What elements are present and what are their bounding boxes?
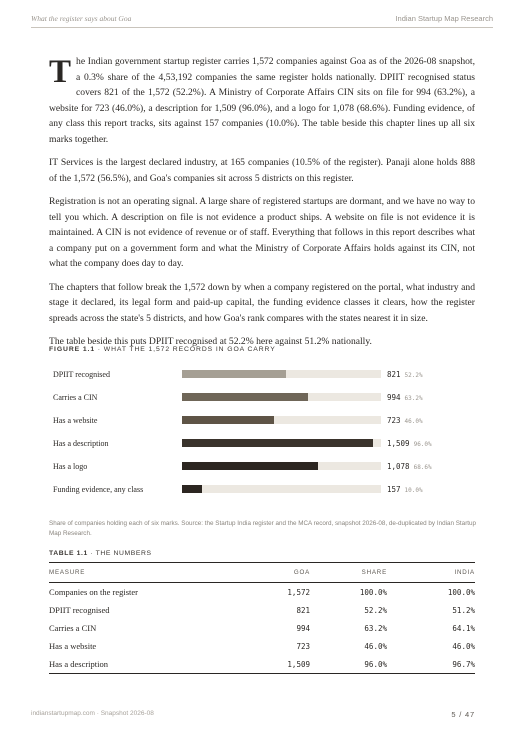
chart-category-label: Has a description [53,439,109,448]
chart-value-label: 157 10.0% [387,485,423,494]
chart-value-label: 723 46.0% [387,416,423,425]
chart-row [49,368,475,382]
chart-value-label: 821 52.2% [387,370,423,379]
cell-share: 100.0% [359,587,387,597]
cell-measure: Companies on the register [49,587,138,597]
chart-bar [182,370,286,378]
figure-title: WHAT THE 1,572 RECORDS IN GOA CARRY [103,346,276,353]
cell-india: 100.0% [447,587,475,597]
cell-share: 52.2% [364,605,387,615]
chart-row [49,391,475,405]
cell-india: 96.7% [387,655,475,674]
cell-india: 64.1% [452,623,475,633]
chart-value-label: 994 63.2% [387,393,423,402]
chart-percent-label: 68.6% [413,464,432,471]
table-row [49,637,475,655]
chart-bar-track [182,393,381,401]
running-header [31,14,493,23]
paragraph-2: IT Services is the largest declared industry, at 165 companies (10.5% of the register). Panaji alone holds 888 of the 1,572 (56.5%), and Goa's companies sit across 5 districts on this register. [49,157,475,184]
column-header-share: SHARE [310,563,387,583]
page-footer [31,710,475,719]
header-publication-name: Indian Startup Map Research [395,14,493,23]
table-row [49,619,475,637]
chart-row [49,414,475,428]
paragraph-1-text: he Indian government startup register carries 1,572 companies against Goa as of the 2026-08 snapshot, a 0.3% share of the 4,53,192 companies the same register holds nationally. DPIIT recognised status covers 821 of the 1,572 (52.2%). A Ministry of Corporate Affairs CIN sits on file for 994 (63.2%), a website for 723 (46.0%), a description for 1,509 (96.0%), and a logo for 1,078 (68.6%). Funding evidence, of any class this report tracks, sits against 157 companies (10.0%). The table beside this chapter lines up all six marks together. [49,56,475,145]
paragraph-5: The table beside this puts DPIIT recognised at 52.2% here against 51.2% nationally. [49,336,372,347]
chart-category-label: Carries a CIN [53,393,98,402]
header-chapter-title: What the register says about Goa [31,14,132,23]
figure-caption: Share of companies holding each of six marks. Source: the Startup India register and the MCA record, snapshot 2026-08, de-duplicated by Indian Startup Map Research. [49,520,477,537]
chart-percent-label: 63.2% [404,395,423,402]
chart-category-label: Has a website [53,416,98,425]
page-number: 5 / 47 [451,710,475,719]
cell-goa: 821 [296,605,310,615]
figure-heading: FIGURE 1.1 · WHAT THE 1,572 RECORDS IN GOA CARRY [49,346,276,353]
cell-share: 46.0% [364,641,387,651]
chart-bar [182,416,274,424]
chart-bar-track [182,439,381,447]
table-heading: TABLE 1.1 · THE NUMBERS [49,550,152,557]
footer-site-snapshot: indianstartupmap.com · Snapshot 2026-08 [31,710,154,717]
chart-category-label: DPIIT recognised [53,370,110,379]
table-row [49,601,475,619]
cell-india: 51.2% [452,605,475,615]
cell-goa: 1,572 [287,587,310,597]
chart-row [49,460,475,474]
header-divider [31,27,493,28]
table-title: THE NUMBERS [95,550,152,557]
paragraph-1 [49,54,475,147]
cell-share: 96.0% [310,655,387,674]
cell-goa: 723 [296,641,310,651]
cell-india: 46.0% [452,641,475,651]
chart-bar [182,485,202,493]
cell-measure: Carries a CIN [49,623,97,633]
chart-bar-track [182,462,381,470]
cell-measure: Has a description [49,655,229,674]
table-number: TABLE 1.1 [49,550,88,557]
paragraph-4: The chapters that follow break the 1,572 down by when a company registered on the portal, what industry and stage it declared, its legal form and paid-up capital, the funding evidence classes it clears, how the register spreads across the state's 5 districts, and how Goa's rank compares with the states nearest it in size. [49,281,475,324]
figure-number: FIGURE 1.1 [49,346,96,353]
chart-row [49,483,475,497]
chart-category-label: Funding evidence, any class [53,485,144,494]
numbers-table [49,562,475,674]
chart-value-label: 1,509 96.0% [387,439,432,448]
chart-row [49,437,475,451]
column-header-india: INDIA [387,563,475,583]
column-header-goa: GOA [229,563,310,583]
cell-measure: DPIIT recognised [49,605,110,615]
chart-value-label: 1,078 68.6% [387,462,432,471]
table-row [49,583,475,602]
cell-share: 63.2% [364,623,387,633]
chapter-body [49,54,475,358]
chart-percent-label: 96.0% [413,441,432,448]
chart-bar [182,462,318,470]
chart-category-label: Has a logo [53,462,88,471]
cell-goa: 994 [296,623,310,633]
chart-bar [182,439,373,447]
chart-bar [182,393,308,401]
cell-measure: Has a website [49,641,97,651]
bar-chart [49,368,475,508]
table-row [49,655,475,674]
table-header-row [49,563,475,583]
paragraph-3: Registration is not an operating signal. A large share of registered startups are dormant, and we have no way to tell you which. A description on file is not evidence a product ships. A website on file is not evidence it is maintained. A CIN is not evidence of revenue or of staff. Everything that follows in this report describes what a company put on a government form and what the Ministry of Corporate Affairs holds against its CIN, not what the company does day to day. [49,196,475,269]
chart-bar-track [182,416,381,424]
chart-percent-label: 10.0% [404,487,423,494]
chart-percent-label: 52.2% [404,372,423,379]
cell-goa: 1,509 [229,655,310,674]
chart-bar-track [182,485,381,493]
column-header-measure: MEASURE [49,563,229,583]
drop-cap: T [49,54,72,90]
chart-bar-track [182,370,381,378]
chart-percent-label: 46.0% [404,418,423,425]
